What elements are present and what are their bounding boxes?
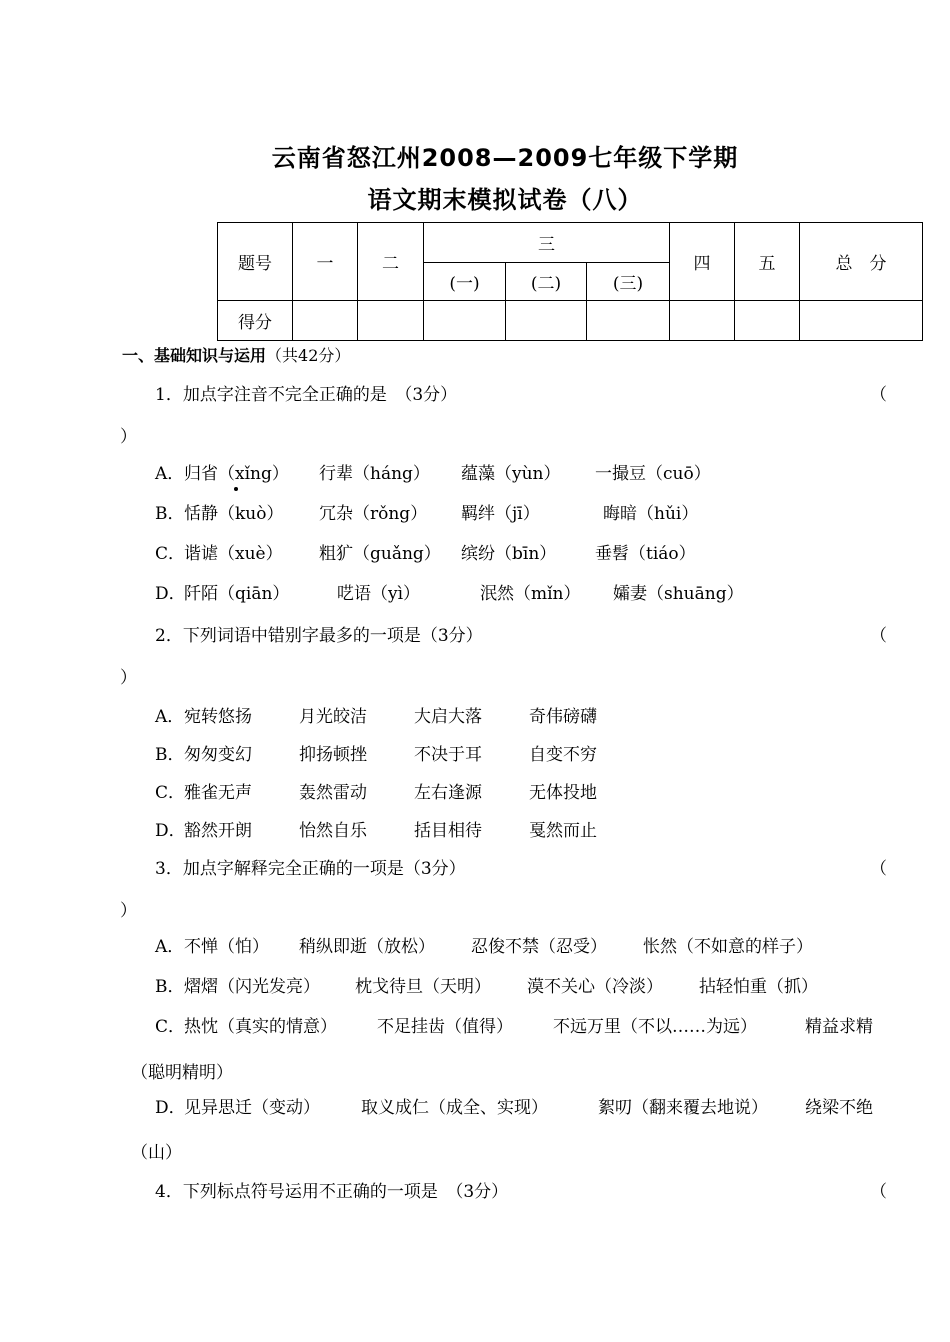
answer-paren-open: （	[870, 1182, 887, 1202]
option-letter: A．	[155, 937, 185, 957]
answer-paren-close: ）	[120, 427, 137, 447]
option-item: 宛转悠扬	[184, 707, 252, 727]
option-item: 无体投地	[529, 783, 597, 803]
q3-option-a	[155, 935, 813, 959]
score-cell[interactable]	[358, 301, 424, 341]
option-item: 拈轻怕重（抓）	[699, 977, 818, 997]
option-letter: B．	[155, 977, 185, 997]
option-item: 见异思迁（变动）	[184, 1098, 320, 1118]
option-letter: C．	[155, 544, 186, 564]
option-item: 粗犷（guǎng）	[319, 544, 441, 564]
option-item: 冗杂（rǒng）	[319, 504, 428, 524]
option-item: 不足挂齿（值得）	[377, 1017, 513, 1037]
option-item: 蕴藻（yùn）	[461, 464, 561, 484]
score-table	[217, 222, 923, 341]
option-item: 不惮（怕）	[184, 937, 269, 957]
q3-option-d	[155, 1096, 873, 1120]
option-letter: C．	[155, 1017, 186, 1037]
score-cell[interactable]	[800, 301, 923, 341]
score-table-col-3: 三	[424, 223, 670, 263]
answer-paren-close: ）	[120, 668, 137, 688]
question-2-stem: 2．下列词语中错别字最多的一项是（3分）	[155, 626, 483, 646]
score-table-subcol-1: (一)	[424, 263, 506, 301]
section-title: 一、基础知识与运用	[122, 346, 267, 365]
option-item: 呓语（yì）	[337, 584, 421, 604]
question-4-stem: 4．下列标点符号运用不正确的一项是 （3分）	[155, 1182, 509, 1202]
question-3-stem: 3．加点字解释完全正确的一项是（3分）	[155, 859, 466, 879]
option-letter: D．	[155, 821, 186, 841]
option-letter: D．	[155, 1098, 186, 1118]
option-item: 枕戈待旦（天明）	[355, 977, 491, 997]
option-item: 取义成仁（成全、实现）	[361, 1098, 548, 1118]
section-points: （共42分）	[266, 346, 351, 365]
option-item: 轰然雷动	[299, 783, 367, 803]
score-cell[interactable]	[506, 301, 587, 341]
option-item: 自变不穷	[529, 745, 597, 765]
option-item: 一撮豆（cuō）	[595, 464, 711, 484]
option-item: 绕梁不绝	[805, 1098, 873, 1118]
option-item: 缤纷（bīn）	[461, 544, 557, 564]
question-1-stem: 1．加点字注音不完全正确的是 （3分）	[155, 385, 458, 405]
option-letter: B．	[155, 504, 185, 524]
option-item: 行辈（háng）	[319, 464, 430, 484]
q3-option-c	[155, 1015, 873, 1039]
option-item: 孀妻（shuāng）	[613, 584, 744, 604]
option-item: 漠不关心（冷淡）	[527, 977, 663, 997]
answer-paren-open: （	[870, 385, 887, 405]
option-item: 絮叨（翻来覆去地说）	[598, 1098, 768, 1118]
answer-paren-open: （	[870, 859, 887, 879]
option-item: 奇伟磅礴	[529, 707, 597, 727]
score-cell[interactable]	[587, 301, 670, 341]
q2-option-a	[155, 705, 597, 729]
q1-option-c	[155, 542, 696, 566]
option-item: 晦暗（hǔi）	[603, 504, 699, 524]
option-item: 归省（xǐng）	[184, 464, 289, 484]
option-item: 左右逢源	[414, 783, 482, 803]
q2-option-c	[155, 781, 597, 805]
option-continuation: （山）	[131, 1143, 182, 1163]
option-item: 稍纵即逝（放松）	[299, 937, 435, 957]
score-table-col-2: 二	[358, 223, 424, 301]
option-item: 括目相待	[414, 821, 482, 841]
score-cell[interactable]	[670, 301, 735, 341]
option-item: 泯然（mǐn）	[480, 584, 581, 604]
title-line-1: 云南省怒江州2008—2009七年级下学期	[271, 144, 739, 172]
option-item: 阡陌（qiān）	[184, 584, 290, 604]
option-item: 不决于耳	[414, 745, 482, 765]
score-cell[interactable]	[735, 301, 800, 341]
option-item: 匆匆变幻	[184, 745, 252, 765]
score-cell[interactable]	[293, 301, 358, 341]
q1-option-a	[155, 462, 711, 486]
score-row-label: 得分	[218, 301, 293, 341]
score-table-subcol-3: (三)	[587, 263, 670, 301]
option-item: 恬静（kuò）	[184, 504, 284, 524]
option-item: 精益求精	[805, 1017, 873, 1037]
option-letter: D．	[155, 584, 186, 604]
score-table-header-label: 题号	[218, 223, 293, 301]
option-item: 抑扬顿挫	[299, 745, 367, 765]
option-letter: A．	[155, 707, 185, 727]
score-table-subcol-2: (二)	[506, 263, 587, 301]
score-cell[interactable]	[424, 301, 506, 341]
answer-paren-open: （	[870, 626, 887, 646]
option-item: 怅然（不如意的样子）	[643, 937, 813, 957]
option-item: 熠熠（闪光发亮）	[184, 977, 320, 997]
q3-option-b	[155, 975, 818, 999]
score-table-col-5: 五	[735, 223, 800, 301]
option-item: 怡然自乐	[299, 821, 367, 841]
option-item: 月光皎洁	[299, 707, 367, 727]
score-table-col-1: 一	[293, 223, 358, 301]
option-item: 谐谑（xuè）	[184, 544, 283, 564]
score-table-col-total: 总 分	[800, 223, 923, 301]
title-line-2: 语文期末模拟试卷（八）	[367, 186, 643, 214]
q1-option-b	[155, 502, 699, 526]
option-continuation: （聪明精明）	[131, 1063, 233, 1083]
option-letter: A．	[155, 464, 185, 484]
option-item: 大启大落	[414, 707, 482, 727]
section-heading	[122, 344, 350, 368]
q2-option-b	[155, 743, 597, 767]
q2-option-d	[155, 819, 597, 843]
option-item: 垂髫（tiáo）	[595, 544, 696, 564]
option-item: 羁绊（jī）	[461, 504, 540, 524]
option-item: 戛然而止	[529, 821, 597, 841]
option-item: 热忱（真实的情意）	[184, 1017, 337, 1037]
option-item: 不远万里（不以……为远）	[553, 1017, 757, 1037]
option-item: 忍俊不禁（忍受）	[471, 937, 607, 957]
option-item: 雅雀无声	[184, 783, 252, 803]
score-table-col-4: 四	[670, 223, 735, 301]
q1-option-d	[155, 582, 744, 606]
answer-paren-close: ）	[120, 901, 137, 921]
option-letter: B．	[155, 745, 185, 765]
option-letter: C．	[155, 783, 186, 803]
option-item: 豁然开朗	[184, 821, 252, 841]
